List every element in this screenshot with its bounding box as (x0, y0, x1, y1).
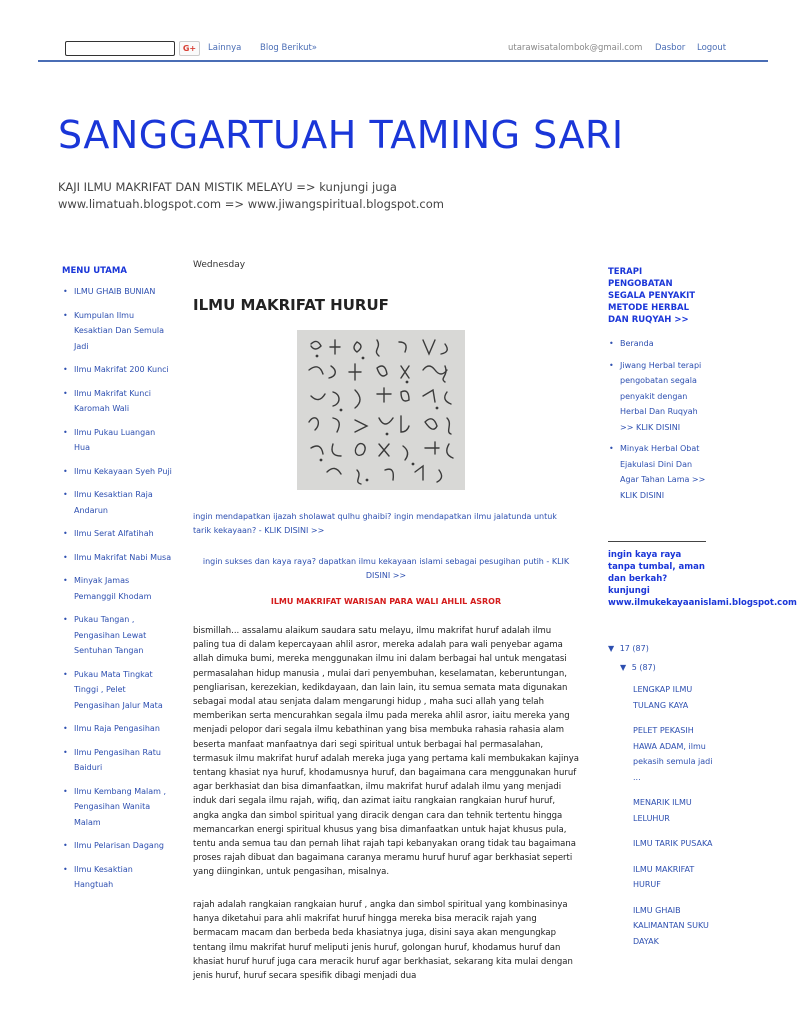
handwritten-script-drawing (297, 330, 465, 490)
blog-archive (608, 644, 714, 959)
therapy-heading[interactable]: TERAPI PENGOBATAN SEGALA PENYAKIT METODE HERBAL DAN RUQYAH >> (608, 267, 696, 325)
nav-item-minyak-herbal[interactable]: • Minyak Herbal Obat Ejakulasi Dini Dan Agar Tahan Lama >> KLIK DISINI (608, 441, 708, 503)
next-blog-link[interactable]: Blog Berikut» (260, 43, 317, 53)
blog-title[interactable]: SANGGARTUAH TAMING SARI (58, 113, 624, 157)
sidebar-left (62, 266, 172, 901)
post-title[interactable]: ILMU MAKRIFAT HURUF (193, 296, 389, 314)
post-date: Wednesday (193, 260, 246, 270)
menu-item[interactable]: • Minyak Jamas Pemanggil Khodam (62, 573, 172, 604)
blog-description: KAJI ILMU MAKRIFAT DAN MISTIK MELAYU => kunjungi juga www.limatuah.blogspot.com => www.jiwangspiritual.blogspot.com (58, 180, 444, 211)
therapy-list (608, 336, 708, 503)
user-email: utarawisatalombok@gmail.com (508, 43, 643, 53)
archive-month-label[interactable]: 5 (87) (631, 663, 656, 672)
menu-item[interactable]: • Ilmu Makrifat 200 Kunci (62, 362, 172, 378)
menu-item[interactable]: • ILMU GHAIB BUNIAN (62, 284, 172, 300)
menu-item[interactable]: • Ilmu Kesaktian Raja Andarun (62, 487, 172, 518)
search-input[interactable] (65, 41, 175, 56)
sidebar-right (608, 266, 708, 509)
archive-year-label[interactable]: 17 (87) (619, 644, 649, 653)
promo-kekayaan-islami[interactable]: ingin kaya raya tanpa tumbal, aman dan berkah? kunjungi www.ilmukekayaanislami.blogspot.com (608, 550, 797, 608)
archive-post-link[interactable]: LENGKAP ILMU TULANG KAYA (633, 685, 693, 710)
archive-post-link[interactable]: ILMU TARIK PUSAKA (633, 839, 713, 848)
menu-item[interactable]: • Ilmu Kekayaan Syeh Puji (62, 464, 172, 480)
menu-item[interactable]: • Pukau Mata Tingkat Tinggi , Pelet Pengasihan Jalur Mata (62, 667, 172, 714)
triangle-down-icon[interactable]: ▼ (608, 644, 615, 653)
menu-item[interactable]: • Ilmu Serat Alfatihah (62, 526, 172, 542)
menu-item[interactable]: • Ilmu Kembang Malam , Pengasihan Wanita Malam (62, 784, 172, 831)
archive-post-link[interactable]: PELET PEKASIH HAWA ADAM, ilmu pekasih semula jadi ... (633, 726, 713, 782)
arabic-letters-image[interactable] (297, 330, 465, 490)
post-paragraph: rajah adalah rangkaian rangkaian huruf , angka dan simbol spiritual yang kombinasinya hanya diketahui para ahli makrifat huruf hingga mereka bisa meracik rajah yang bermacam macam dan berbeda beda khasiatnya juga, disini saya akan mengungkap tentang ilmu makrifat huruf meliputi jenis huruf, golongan huruf, khodamus huruf dan khasiat huruf huruf juga cara meracik huruf agar berkhasiat, sekarang kita mulai dengan jenis huruf, huruf secara spesifik dibagi menjadi dua (193, 900, 573, 982)
menu-item[interactable]: • Kumpulan Ilmu Kesaktian Dan Semula Jadi (62, 308, 172, 355)
archive-post-link[interactable]: ILMU MAKRIFAT HURUF (633, 864, 695, 889)
menu-heading: MENU UTAMA (62, 266, 127, 276)
sidebar-divider (608, 541, 706, 542)
menu-item[interactable]: • Ilmu Makrifat Kunci Karomah Wali (62, 386, 172, 417)
promo-link-ijazah[interactable]: ingin mendapatkan ijazah sholawat qulhu ghaibi? ingin mendapatkan ilmu jalatunda untuk tarik kekayaan? - KLIK DISINI >> (193, 512, 557, 535)
triangle-down-icon[interactable]: ▼ (620, 663, 627, 672)
archive-post-link[interactable]: MENARIK ILMU LELUHUR (633, 798, 692, 823)
archive-year[interactable] (608, 644, 714, 653)
more-link[interactable]: Lainnya (208, 43, 242, 53)
section-heading: ILMU MAKRIFAT WARISAN PARA WALI AHLIL ASROR (270, 597, 502, 606)
promo-link-kekayaan[interactable]: ingin sukses dan kaya raya? dapatkan ilmu kekayaan islami sebagai pesugihan putih - KLIK DISINI >> (202, 557, 570, 580)
nav-item-home[interactable]: • Beranda (608, 336, 708, 352)
menu-item[interactable]: • Ilmu Raja Pengasihan (62, 721, 172, 737)
menu-item[interactable]: • Ilmu Pukau Luangan Hua (62, 425, 172, 456)
logout-link[interactable]: Logout (697, 43, 727, 53)
menu-item[interactable]: • Ilmu Kesaktian Hangtuah (62, 862, 172, 893)
post-area (193, 260, 579, 982)
post-paragraph: bismillah... assalamu alaikum saudara satu melayu, ilmu makrifat huruf adalah ilmu paling tua di dalam kepercayaan ahlil asror, mereka adalah para wali penyebar agama allah dimuka bumi, mereka menggunakan ilmu ini dalam berbagai hal untuk mengatasi permasalahan hidup manusia , mulai dari penyembuhan, keselamatan, keberuntungan, pengliarisan, kerezekian, kedikdayaan, dan lain lain, itu semua semata mata digunakan sebagai modal atau senjata dalam mengarungi hidup , maha suci allah yang telah memberikan serta mencurahkan segala ilmu pada mereka ahlil asror, iaitu mereka yang menjadi pelopor dari segala ilmu kebathinan yang bisa membuka rahasia rahasia alam beserta manfaat manfaatnya dari segi spiritual untuk berbagai hal permasalahan, termasuk ilmu makrifat huruf adalah mereka juga yang pertama kali membukakan kajinya tentang khasiat nya huruf, khodamusnya huruf, dan bagaimana cara menggunakan huruf agar berkhasiat dan bisa dimanfaatkan, ilmu makrifat huruf adalah ilmu yang menjadi induk dari segala ilmu rajah, wifiq, dan azimat iaitu rangkaian rangkaian huruf huruf, angka angka dan simbol spiritual yang diracik dengan cara dan tehnik tertentu hingga memancarkan energi spiritual khusus yang bisa dimanfaatkan untuk hajat khusus pula, tentu anda semua tau dan pernah lihat rajah tapi kebanyakan orang tidak tau bagaimana proses rajah dibuat dan bagaimana caranya meramu huruf huruf agar berkhasiat seperti yang diinginkan, untuk pengasihan, misalnya. (193, 626, 579, 878)
google-plus-button[interactable]: G+ (179, 41, 200, 56)
menu-item[interactable]: • Ilmu Pengasihan Ratu Baiduri (62, 745, 172, 776)
menu-list (62, 284, 172, 893)
header-divider (38, 60, 768, 62)
nav-item-jiwang-herbal[interactable]: • Jiwang Herbal terapi pengobatan segala penyakit dengan Herbal Dan Ruqyah >> KLIK DISINI (608, 358, 708, 436)
menu-item[interactable]: • Ilmu Makrifat Nabi Musa (62, 550, 172, 566)
archive-month[interactable] (620, 663, 714, 672)
archive-post-link[interactable]: ILMU GHAIB KALIMANTAN SUKU DAYAK (633, 905, 709, 946)
blogger-navbar (0, 0, 768, 60)
dashboard-link[interactable]: Dasbor (655, 43, 686, 53)
menu-item[interactable]: • Pukau Tangan , Pengasihan Lewat Sentuhan Tangan (62, 612, 172, 659)
menu-item[interactable]: • Ilmu Pelarisan Dagang (62, 838, 172, 854)
